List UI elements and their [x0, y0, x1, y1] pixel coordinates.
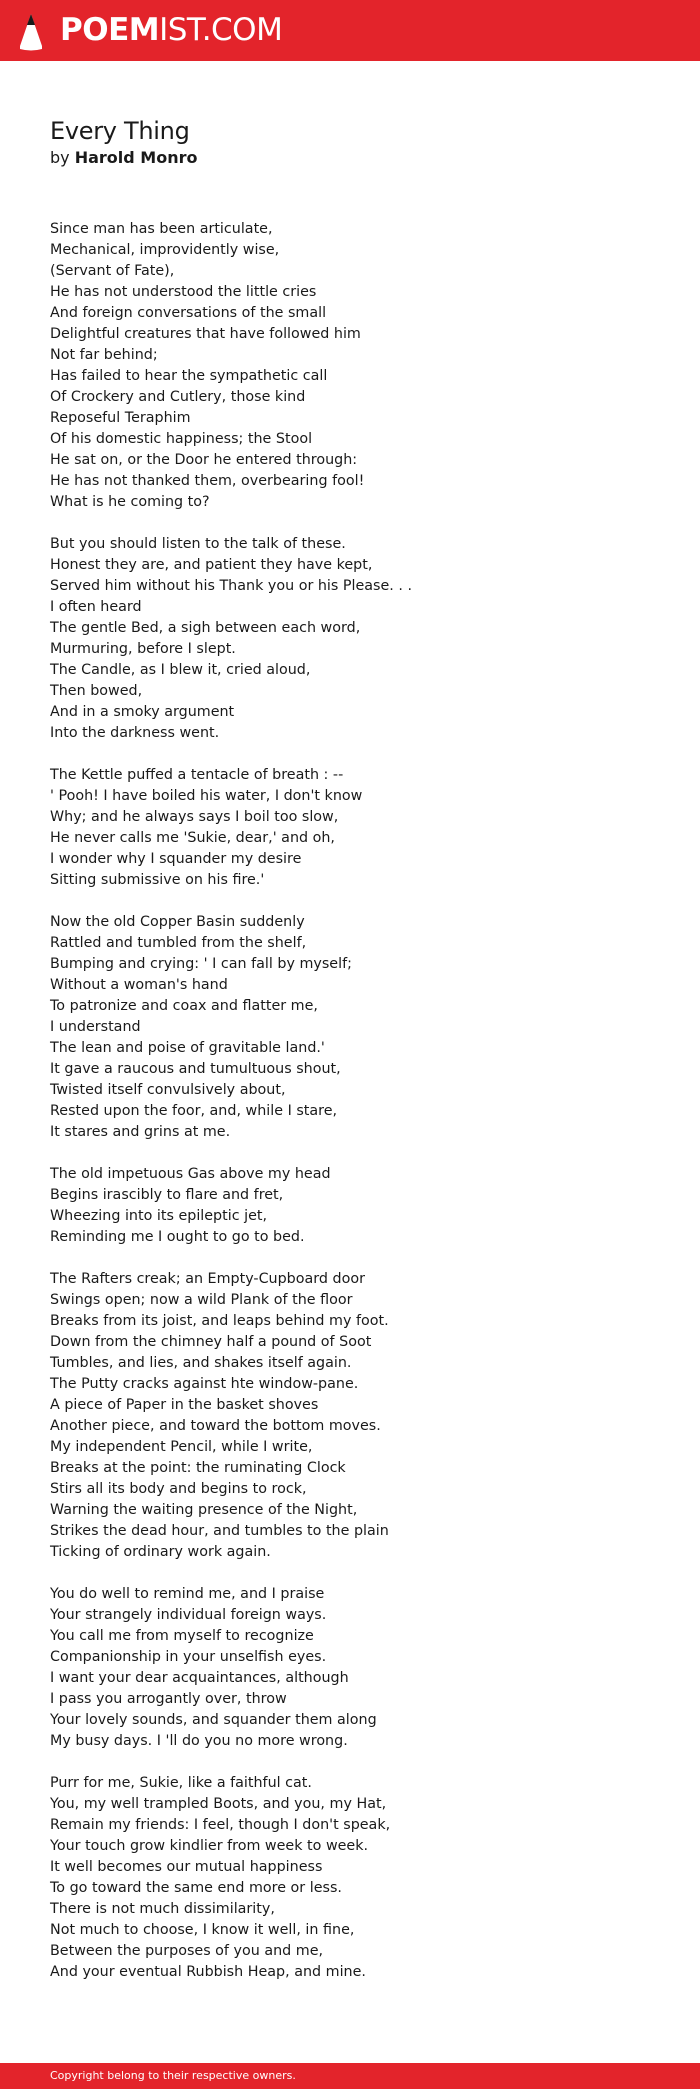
poem-line: Rested upon the foor, and, while I stare, — [50, 1103, 338, 1119]
poem-stanza — [50, 1164, 610, 1248]
poem-line: Murmuring, before I slept. — [50, 641, 236, 657]
poem-line: Why; and he always says I boil too slow, — [50, 809, 339, 825]
author-link[interactable]: Harold Monro — [74, 148, 198, 167]
poem-line: Companionship in your unselfish eyes. — [50, 1649, 327, 1665]
poem-line: The lean and poise of gravitable land.' — [50, 1040, 325, 1056]
poem-line: I understand — [50, 1019, 141, 1035]
poem-body — [50, 219, 610, 2004]
poem-line: He has not understood the little cries — [50, 284, 317, 300]
poem-line: Now the old Copper Basin suddenly — [50, 914, 305, 930]
poem-line: You, my well trampled Boots, and you, my Hat, — [50, 1796, 387, 1812]
poem-line: Strikes the dead hour, and tumbles to the plain — [50, 1523, 389, 1539]
poem-line: Swings open; now a wild Plank of the floor — [50, 1292, 353, 1308]
poem-line: But you should listen to the talk of these. — [50, 536, 346, 552]
poem-line: Delightful creatures that have followed him — [50, 326, 361, 342]
poem-line: Bumping and crying: ' I can fall by myself; — [50, 956, 352, 972]
copyright-notice: Copyright belong to their respective owners. — [50, 2069, 296, 2082]
site-logo-text — [60, 12, 283, 48]
poem-line: Breaks at the point: the ruminating Clock — [50, 1460, 346, 1476]
byline-prefix: by — [50, 148, 70, 167]
poem-line: I want your dear acquaintances, although — [50, 1670, 349, 1686]
poem-line: And your eventual Rubbish Heap, and mine. — [50, 1964, 366, 1980]
poem-stanza — [50, 534, 610, 744]
poem-line: The Kettle puffed a tentacle of breath : -- — [50, 767, 344, 783]
poem-line: It gave a raucous and tumultuous shout, — [50, 1061, 341, 1077]
poem-line: Tumbles, and lies, and shakes itself again. — [50, 1355, 352, 1371]
poem-line: To patronize and coax and flatter me, — [50, 998, 318, 1014]
poem-line: I wonder why I squander my desire — [50, 851, 302, 867]
site-logo-link[interactable] — [18, 11, 282, 51]
poem-line: He never calls me 'Sukie, dear,' and oh, — [50, 830, 335, 846]
poem-line: Into the darkness went. — [50, 725, 220, 741]
poem-line: You do well to remind me, and I praise — [50, 1586, 325, 1602]
poem-line: Warning the waiting presence of the Night, — [50, 1502, 358, 1518]
poem-line: Begins irascibly to flare and fret, — [50, 1187, 284, 1203]
poem-line: Wheezing into its epileptic jet, — [50, 1208, 268, 1224]
poem-line: Has failed to hear the sympathetic call — [50, 368, 328, 384]
poem-line: Down from the chimney half a pound of Soot — [50, 1334, 372, 1350]
poem-heading — [50, 116, 197, 169]
poem-line: Your strangely individual foreign ways. — [50, 1607, 327, 1623]
poem-line: My independent Pencil, while I write, — [50, 1439, 313, 1455]
poem-line: Of Crockery and Cutlery, those kind — [50, 389, 306, 405]
poem-line: Served him without his Thank you or his Please. . . — [50, 578, 413, 594]
poem-line: My busy days. I 'll do you no more wrong. — [50, 1733, 348, 1749]
poem-line: There is not much dissimilarity, — [50, 1901, 275, 1917]
poem-line: Purr for me, Sukie, like a faithful cat. — [50, 1775, 312, 1791]
poem-line: Your lovely sounds, and squander them along — [50, 1712, 377, 1728]
poem-line: Of his domestic happiness; the Stool — [50, 431, 313, 447]
poem-line: Without a woman's hand — [50, 977, 228, 993]
poem-line: A piece of Paper in the basket shoves — [50, 1397, 319, 1413]
poem-line: And foreign conversations of the small — [50, 305, 327, 321]
poem-stanza — [50, 219, 610, 513]
poem-line: It well becomes our mutual happiness — [50, 1859, 323, 1875]
poem-line: Since man has been articulate, — [50, 221, 273, 237]
poem-line: He sat on, or the Door he entered through: — [50, 452, 358, 468]
poem-line: Breaks from its joist, and leaps behind my foot. — [50, 1313, 389, 1329]
poem-line: Your touch grow kindlier from week to week. — [50, 1838, 369, 1854]
poem-stanza — [50, 1269, 610, 1563]
poem-line: He has not thanked them, overbearing fool! — [50, 473, 365, 489]
poem-line: Twisted itself convulsively about, — [50, 1082, 286, 1098]
site-header — [0, 0, 700, 61]
poem-line: Rattled and tumbled from the shelf, — [50, 935, 307, 951]
logo-bold-part: POEM — [60, 12, 160, 48]
poem-line: Then bowed, — [50, 683, 143, 699]
poem-line: Reposeful Teraphim — [50, 410, 191, 426]
poem-line: (Servant of Fate), — [50, 263, 175, 279]
poem-line: The Putty cracks against hte window-pane. — [50, 1376, 359, 1392]
logo-light-part: IST.COM — [159, 12, 283, 48]
site-footer — [0, 2063, 700, 2089]
poem-line: The gentle Bed, a sigh between each word, — [50, 620, 361, 636]
poem-line: Remain my friends: I feel, though I don't speak, — [50, 1817, 391, 1833]
poem-line: Reminding me I ought to go to bed. — [50, 1229, 305, 1245]
poem-line: Honest they are, and patient they have kept, — [50, 557, 373, 573]
poem-line: Sitting submissive on his fire.' — [50, 872, 265, 888]
poem-stanza — [50, 1584, 610, 1752]
poem-line: Ticking of ordinary work again. — [50, 1544, 271, 1560]
poem-line: ' Pooh! I have boiled his water, I don't know — [50, 788, 363, 804]
poem-line: What is he coming to? — [50, 494, 210, 510]
poem-stanza — [50, 765, 610, 891]
poem-line: Stirs all its body and begins to rock, — [50, 1481, 307, 1497]
poem-line: Between the purposes of you and me, — [50, 1943, 324, 1959]
poem-stanza — [50, 1773, 610, 1983]
pencil-tip-icon — [18, 11, 44, 51]
poem-line: Not far behind; — [50, 347, 158, 363]
poem-title: Every Thing — [50, 117, 190, 145]
poem-line: It stares and grins at me. — [50, 1124, 231, 1140]
poem-line: The Rafters creak; an Empty-Cupboard door — [50, 1271, 365, 1287]
poem-line: Another piece, and toward the bottom moves. — [50, 1418, 381, 1434]
poem-line: The old impetuous Gas above my head — [50, 1166, 331, 1182]
poem-line: I often heard — [50, 599, 142, 615]
poem-byline — [50, 147, 197, 169]
poem-line: The Candle, as I blew it, cried aloud, — [50, 662, 311, 678]
poem-line: I pass you arrogantly over, throw — [50, 1691, 287, 1707]
poem-line: Mechanical, improvidently wise, — [50, 242, 280, 258]
poem-line: Not much to choose, I know it well, in fine, — [50, 1922, 355, 1938]
poem-stanza — [50, 912, 610, 1143]
poem-line: And in a smoky argument — [50, 704, 235, 720]
poem-line: To go toward the same end more or less. — [50, 1880, 342, 1896]
poem-line: You call me from myself to recognize — [50, 1628, 314, 1644]
